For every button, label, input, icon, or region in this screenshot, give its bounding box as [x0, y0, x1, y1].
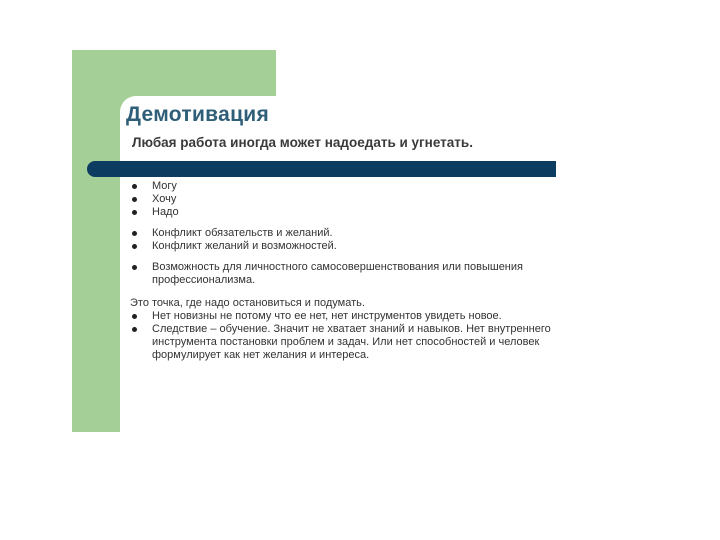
bullet-group-1 — [130, 180, 600, 219]
bullet-icon — [132, 314, 137, 319]
bullet-icon — [132, 327, 137, 332]
bullet-icon — [132, 184, 137, 189]
slide-title: Демотивация — [126, 103, 270, 126]
title-divider-bar — [87, 161, 556, 177]
slide-body — [130, 180, 600, 362]
bullet-icon — [132, 231, 137, 236]
bullet-icon — [132, 265, 137, 270]
bullet-icon — [132, 210, 137, 215]
list-item: Нет новизны не потому что ее нет, нет инструментов увидеть новое. — [130, 310, 600, 323]
list-item: Надо — [130, 206, 600, 219]
plain-text: Это точка, где надо остановиться и подумать. — [130, 297, 365, 309]
list-item: Хочу — [130, 193, 600, 206]
bullet-icon — [132, 244, 137, 249]
bullet-group-2 — [130, 227, 600, 253]
slide-subtitle: Любая работа иногда может надоедать и угнетать. — [132, 135, 473, 150]
list-item: Конфликт желаний и возможностей. — [130, 240, 600, 253]
list-item: Конфликт обязательств и желаний. — [130, 227, 600, 240]
bullet-icon — [132, 197, 137, 202]
list-item: Следствие – обучение. Значит не хватает знаний и навыков. Нет внутреннего инструмента постановки проблем и задач. Или нет способностей и человек формулирует как нет желания и интереса. — [130, 323, 600, 362]
list-item: Могу — [130, 180, 600, 193]
bullet-group-4 — [130, 310, 600, 362]
bullet-group-3 — [130, 261, 600, 287]
list-item: Возможность для личностного самосовершенствования или повышения профессионализма. — [130, 261, 600, 287]
